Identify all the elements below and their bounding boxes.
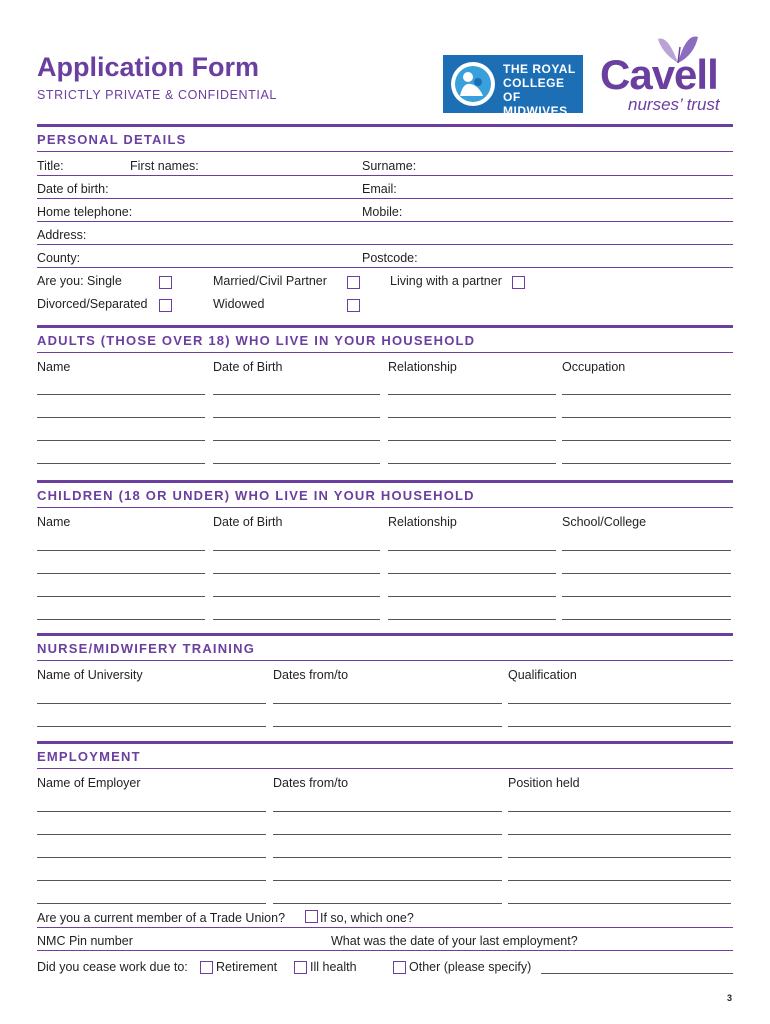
section-divider [37, 480, 733, 483]
training-heading: NURSE/MIDWIFERY TRAINING [37, 641, 256, 656]
rcm-logo [443, 55, 583, 118]
blank-entry-line[interactable] [37, 440, 205, 441]
blank-entry-line[interactable] [37, 703, 266, 704]
mobile-label: Mobile: [362, 205, 403, 219]
blank-entry-line[interactable] [388, 573, 556, 574]
blank-entry-line[interactable] [213, 417, 380, 418]
rule [37, 507, 733, 508]
married-checkbox[interactable] [347, 276, 360, 289]
adults-col-dob: Date of Birth [213, 360, 283, 374]
other-specify-field[interactable] [541, 973, 733, 974]
employment-heading: EMPLOYMENT [37, 749, 141, 764]
personal-details-heading: PERSONAL DETAILS [37, 132, 187, 147]
blank-entry-line[interactable] [213, 573, 380, 574]
trade-union-field[interactable] [37, 927, 733, 928]
blank-entry-line[interactable] [213, 619, 380, 620]
children-col-relationship: Relationship [388, 515, 457, 529]
children-col-school: School/College [562, 515, 647, 529]
training-col-qualification: Qualification [508, 668, 577, 682]
adults-col-occupation: Occupation [562, 360, 626, 374]
form-subtitle: STRICTLY PRIVATE & CONFIDENTIAL [37, 88, 277, 102]
blank-entry-line[interactable] [388, 463, 556, 464]
blank-entry-line[interactable] [388, 550, 556, 551]
single-checkbox[interactable] [159, 276, 172, 289]
surname-label: Surname: [362, 159, 417, 173]
blank-entry-line[interactable] [562, 440, 731, 441]
ill-health-checkbox[interactable] [294, 961, 307, 974]
section-divider [37, 741, 733, 744]
blank-entry-line[interactable] [37, 550, 205, 551]
married-label: Married/Civil Partner [213, 274, 327, 288]
blank-entry-line[interactable] [562, 463, 731, 464]
blank-entry-line[interactable] [562, 619, 731, 620]
children-heading: CHILDREN (18 OR UNDER) WHO LIVE IN YOUR HOUSEHOLD [37, 488, 475, 503]
if-so-label: If so, which one? [320, 911, 414, 925]
blank-entry-line[interactable] [37, 394, 205, 395]
cavell-logo-tagline: nurses’ trust [628, 95, 720, 114]
section-divider [37, 325, 733, 328]
last-employment-label: What was the date of your last employment? [331, 934, 578, 948]
blank-entry-line[interactable] [37, 573, 205, 574]
employment-col-dates: Dates from/to [273, 776, 349, 790]
trade-union-label: Are you a current member of a Trade Union? [37, 911, 286, 925]
blank-entry-line[interactable] [273, 880, 502, 881]
rcm-emblem-icon [449, 60, 497, 108]
blank-entry-line[interactable] [37, 596, 205, 597]
county-field[interactable] [37, 267, 733, 268]
blank-entry-line[interactable] [508, 834, 731, 835]
single-label: Are you: Single [37, 274, 122, 288]
blank-entry-line[interactable] [508, 726, 731, 727]
home-tel-field[interactable] [37, 221, 733, 222]
rcm-logo-line: MIDWIVES [503, 104, 568, 118]
blank-entry-line[interactable] [37, 811, 266, 812]
adults-col-relationship: Relationship [388, 360, 457, 374]
nmc-field[interactable] [37, 950, 733, 951]
section-divider [37, 633, 733, 636]
blank-entry-line[interactable] [273, 811, 502, 812]
nmc-label: NMC Pin number [37, 934, 133, 948]
ill-health-label: Ill health [310, 960, 357, 974]
blank-entry-line[interactable] [213, 463, 380, 464]
blank-entry-line[interactable] [508, 857, 731, 858]
blank-entry-line[interactable] [562, 550, 731, 551]
widowed-checkbox[interactable] [347, 299, 360, 312]
employment-col-position: Position held [508, 776, 580, 790]
blank-entry-line[interactable] [508, 903, 731, 904]
living-label: Living with a partner [390, 274, 502, 288]
blank-entry-line[interactable] [273, 703, 502, 704]
blank-entry-line[interactable] [213, 440, 380, 441]
blank-entry-line[interactable] [388, 440, 556, 441]
title-label: Title: [37, 159, 64, 173]
rule [37, 352, 733, 353]
divorced-checkbox[interactable] [159, 299, 172, 312]
blank-entry-line[interactable] [273, 726, 502, 727]
rule [37, 660, 733, 661]
blank-entry-line[interactable] [508, 703, 731, 704]
county-label: County: [37, 251, 81, 265]
trade-union-checkbox[interactable] [305, 910, 318, 923]
blank-entry-line[interactable] [562, 394, 731, 395]
retirement-checkbox[interactable] [200, 961, 213, 974]
divorced-label: Divorced/Separated [37, 297, 148, 311]
blank-entry-line[interactable] [37, 834, 266, 835]
postcode-label: Postcode: [362, 251, 418, 265]
dob-label: Date of birth: [37, 182, 109, 196]
section-divider [37, 124, 733, 127]
employment-col-employer: Name of Employer [37, 776, 141, 790]
title-field[interactable] [37, 175, 733, 176]
blank-entry-line[interactable] [273, 834, 502, 835]
blank-entry-line[interactable] [273, 857, 502, 858]
children-col-dob: Date of Birth [213, 515, 283, 529]
address-label: Address: [37, 228, 87, 242]
blank-entry-line[interactable] [508, 811, 731, 812]
blank-entry-line[interactable] [508, 880, 731, 881]
rule [37, 151, 733, 152]
form-title: Application Form [37, 52, 259, 82]
other-label: Other (please specify) [409, 960, 532, 974]
blank-entry-line[interactable] [562, 573, 731, 574]
blank-entry-line[interactable] [37, 619, 205, 620]
blank-entry-line[interactable] [213, 550, 380, 551]
blank-entry-line[interactable] [213, 394, 380, 395]
address-field[interactable] [37, 244, 733, 245]
cease-label: Did you cease work due to: [37, 960, 188, 974]
adults-col-name: Name [37, 360, 71, 374]
children-col-name: Name [37, 515, 71, 529]
first-names-label: First names: [130, 159, 199, 173]
email-label: Email: [362, 182, 397, 196]
other-checkbox[interactable] [393, 961, 406, 974]
rule [37, 768, 733, 769]
living-checkbox[interactable] [512, 276, 525, 289]
training-col-dates: Dates from/to [273, 668, 349, 682]
training-col-university: Name of University [37, 668, 143, 682]
retirement-label: Retirement [216, 960, 278, 974]
cavell-logo-word: Cavell [600, 51, 718, 98]
blank-entry-line[interactable] [213, 596, 380, 597]
blank-entry-line[interactable] [37, 726, 266, 727]
adults-heading: ADULTS (THOSE OVER 18) WHO LIVE IN YOUR HOUSEHOLD [37, 333, 476, 348]
dob-field[interactable] [37, 198, 733, 199]
blank-entry-line[interactable] [37, 880, 266, 881]
rcm-logo-line: COLLEGE OF [503, 76, 565, 104]
blank-entry-line[interactable] [562, 417, 731, 418]
blank-entry-line[interactable] [37, 463, 205, 464]
rcm-logo-line: THE ROYAL [503, 62, 576, 76]
blank-entry-line[interactable] [37, 903, 266, 904]
home-tel-label: Home telephone: [37, 205, 133, 219]
blank-entry-line[interactable] [388, 596, 556, 597]
blank-entry-line[interactable] [562, 596, 731, 597]
blank-entry-line[interactable] [388, 394, 556, 395]
page-number: 3 [726, 993, 732, 1003]
blank-entry-line[interactable] [388, 417, 556, 418]
blank-entry-line[interactable] [37, 417, 205, 418]
widowed-label: Widowed [213, 297, 265, 311]
blank-entry-line[interactable] [388, 619, 556, 620]
blank-entry-line[interactable] [273, 903, 502, 904]
blank-entry-line[interactable] [37, 857, 266, 858]
